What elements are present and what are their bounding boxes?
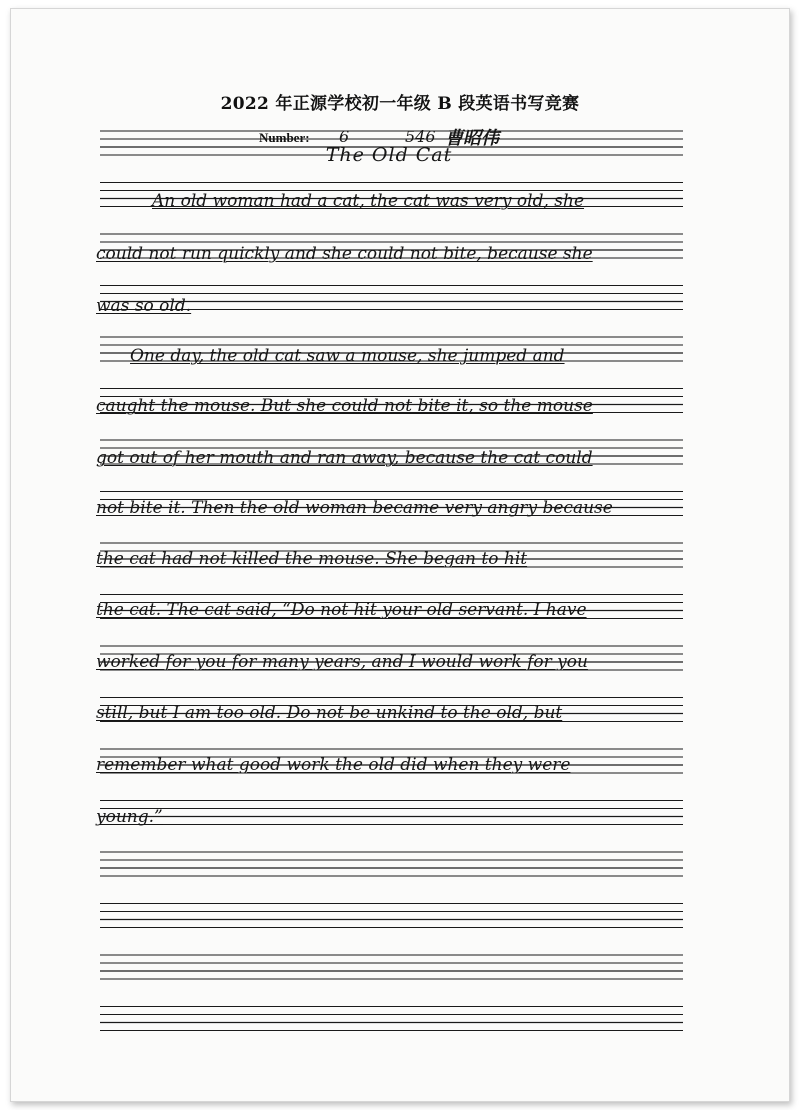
essay-line: the cat. The cat said, “Do not hit your old servant. I have [96,600,587,620]
essay-line: young.” [96,807,163,827]
essay-line: worked for you for many years, and I would work for you [96,652,588,672]
essay-line: could not run quickly and she could not bite, because she [96,244,593,264]
essay-title: The Old Cat [325,144,453,166]
essay-line: remember what good work the old did when they were [96,755,571,775]
essay-line: was so old. [96,296,192,316]
number-label: Number: [259,130,310,145]
contestant-name: 曹昭伟 [445,128,499,149]
essay-line: One day, the old cat saw a mouse, she jumped and [130,346,565,366]
competition-title: 2022 年正源学校初一年级 B 段英语书写竞赛 [220,94,580,114]
contestant-code: 546 [405,127,436,146]
essay-line: still, but I am too old. Do not be unkind to the old, but [96,703,563,723]
essay-line: caught the mouse. But she could not bite it, so the mouse [96,396,593,416]
essay-line: the cat had not killed the mouse. She began to hit [96,549,528,569]
essay-line: got out of her mouth and ran away, because the cat could [96,448,593,468]
essay-line: not bite it. Then the old woman became very angry because [96,498,613,518]
number-value: 6 [339,127,350,146]
essay-line: An old woman had a cat, the cat was very old, she [152,191,585,211]
